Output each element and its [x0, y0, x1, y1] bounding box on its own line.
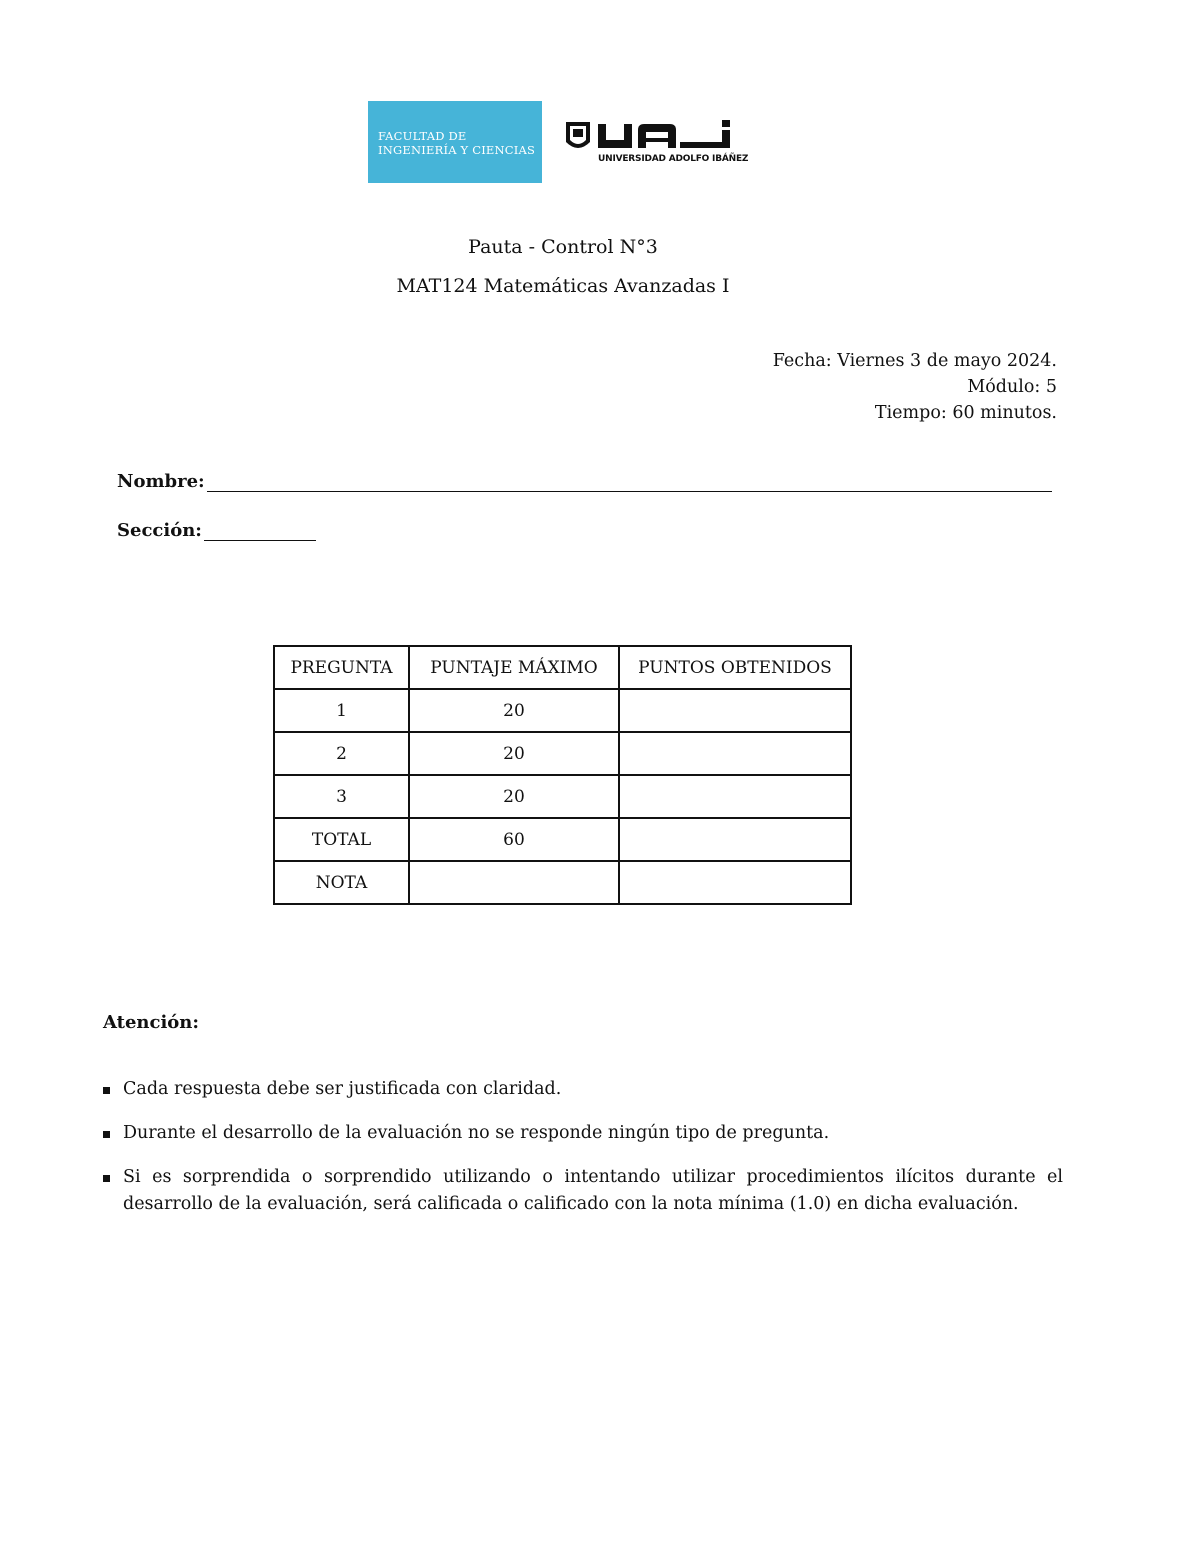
table-row — [274, 689, 851, 732]
table-header-cell: PUNTOS OBTENIDOS — [619, 646, 851, 689]
table-cell: 20 — [409, 775, 619, 818]
table-header-row — [274, 646, 851, 689]
table-cell[interactable] — [619, 818, 851, 861]
table-row — [274, 818, 851, 861]
table-row — [274, 861, 851, 904]
faculty-logo-line1: FACULTAD DE — [378, 129, 467, 143]
bullet-square-icon — [103, 1131, 110, 1138]
exam-info — [773, 348, 1057, 426]
table-cell: TOTAL — [274, 818, 409, 861]
section-field — [117, 520, 316, 541]
table-header-cell: PREGUNTA — [274, 646, 409, 689]
name-blank[interactable] — [207, 471, 1052, 492]
list-item — [103, 1076, 1063, 1103]
notes-list — [103, 1076, 1063, 1235]
list-item-text: Si es sorprendida o sorprendido utilizando o intentando utilizar procedimientos ilícitos durante el desarrollo de la evaluación, será calificada o calificado con la nota mínima (1.0) en dicha evaluación. — [123, 1167, 1063, 1214]
table-cell: 20 — [409, 732, 619, 775]
exam-title: Pauta - Control N°3 — [468, 236, 658, 258]
list-item — [103, 1164, 1063, 1218]
table-row — [274, 775, 851, 818]
table-cell: 3 — [274, 775, 409, 818]
bullet-square-icon — [103, 1087, 110, 1094]
name-field — [117, 471, 1052, 492]
list-item-text: Durante el desarrollo de la evaluación no se responde ningún tipo de pregunta. — [123, 1123, 830, 1143]
table-cell[interactable] — [619, 861, 851, 904]
table-header-cell: PUNTAJE MÁXIMO — [409, 646, 619, 689]
name-label: Nombre: — [117, 471, 205, 492]
table-cell[interactable] — [619, 689, 851, 732]
notes-heading: Atención: — [103, 1012, 200, 1033]
list-item-text: Cada respuesta debe ser justificada con claridad. — [123, 1079, 562, 1099]
table-cell: 20 — [409, 689, 619, 732]
exam-module: Módulo: 5 — [967, 377, 1057, 397]
uai-crest-icon — [562, 118, 742, 154]
table-cell: 2 — [274, 732, 409, 775]
section-blank[interactable] — [204, 520, 316, 541]
table-row — [274, 732, 851, 775]
exam-date: Fecha: Viernes 3 de mayo 2024. — [772, 351, 1057, 371]
table-cell: NOTA — [274, 861, 409, 904]
faculty-logo-line2: INGENIERÍA Y CIENCIAS — [378, 143, 536, 157]
university-name: UNIVERSIDAD ADOLFO IBÁÑEZ — [598, 154, 749, 164]
table-cell: 60 — [409, 818, 619, 861]
bullet-square-icon — [103, 1175, 110, 1182]
course-title: MAT124 Matemáticas Avanzadas I — [396, 275, 730, 297]
section-label: Sección: — [117, 520, 202, 541]
score-table — [273, 645, 852, 905]
table-cell: 1 — [274, 689, 409, 732]
university-logo — [562, 118, 749, 170]
list-item — [103, 1120, 1063, 1147]
exam-time: Tiempo: 60 minutos. — [874, 403, 1057, 423]
table-cell[interactable] — [619, 775, 851, 818]
table-cell[interactable] — [619, 732, 851, 775]
table-cell[interactable] — [409, 861, 619, 904]
faculty-logo — [368, 101, 542, 183]
